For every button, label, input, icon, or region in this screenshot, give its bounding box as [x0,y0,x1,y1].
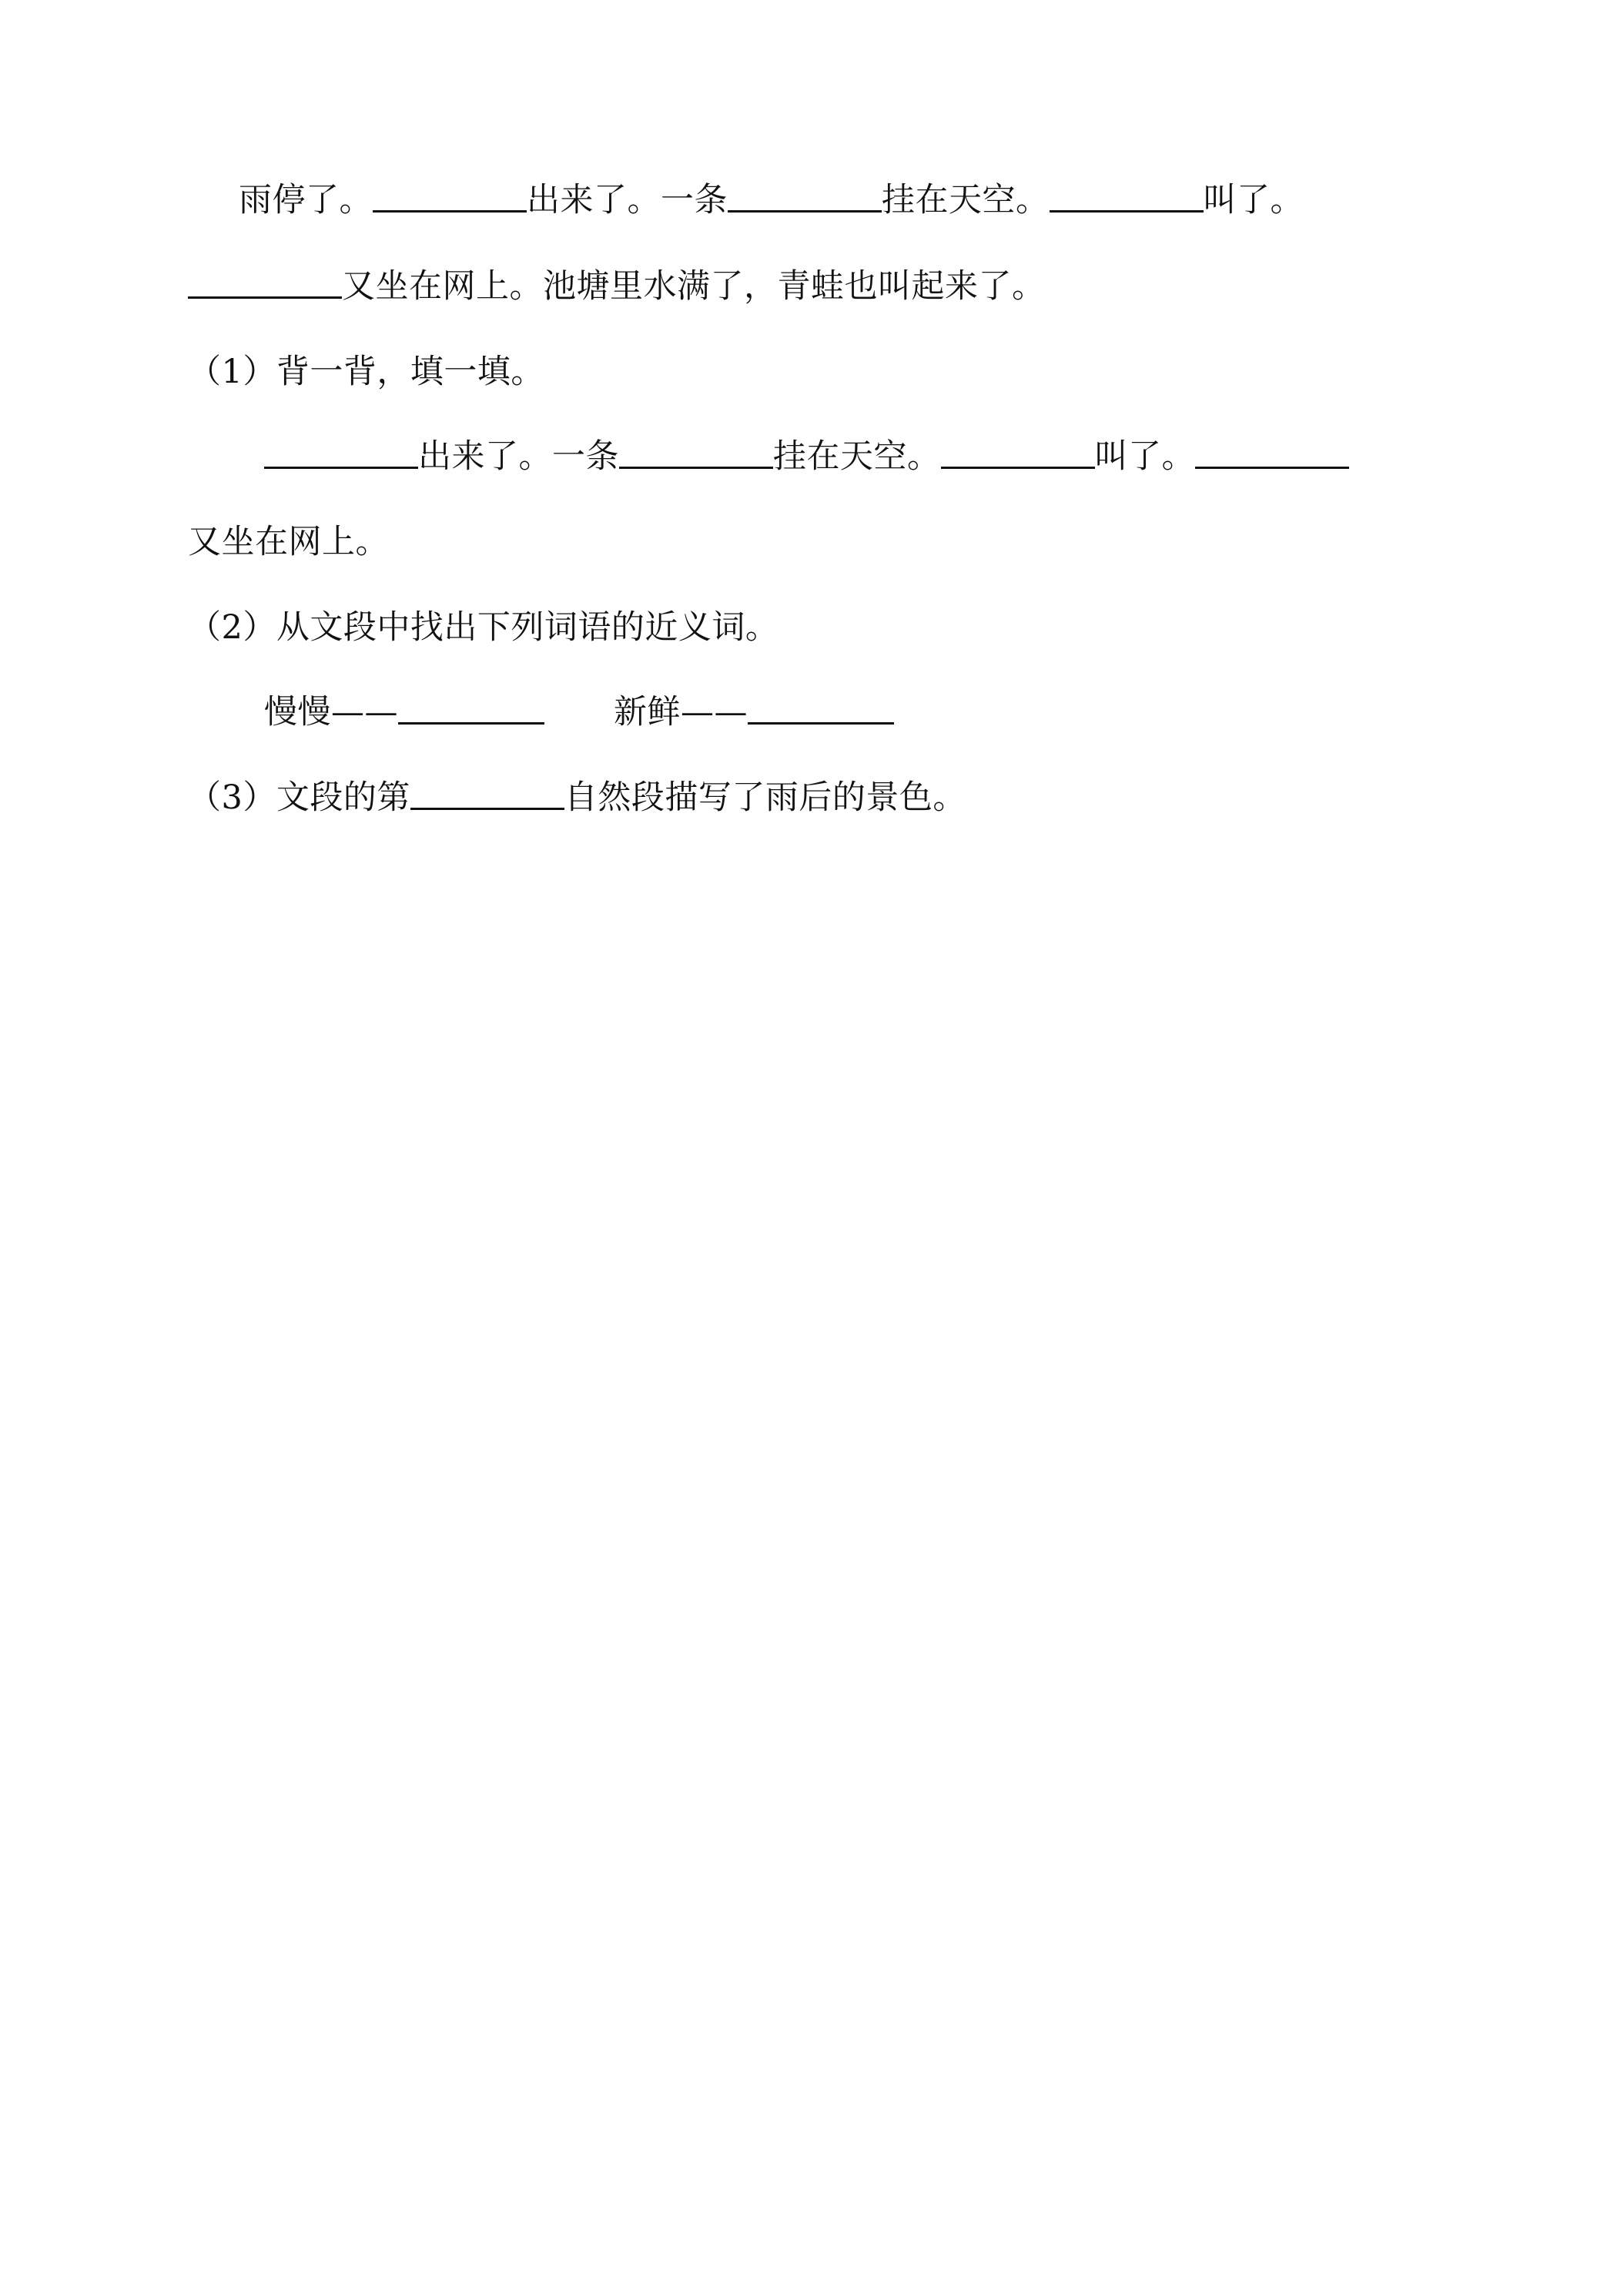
question-1-line-2 [188,520,389,564]
answer-blank[interactable] [1050,179,1204,213]
answer-blank[interactable] [941,436,1095,469]
answer-blank[interactable] [410,777,564,810]
question-text: （3）文段的第 [188,778,410,817]
answer-blank[interactable] [748,691,894,725]
question-text: 自然段描写了雨后的景色。 [564,778,966,817]
question-2-label [188,606,779,649]
question-1-label [188,350,544,393]
passage-text: 出来了。一条 [527,181,728,219]
question-text: 又坐在网上。 [188,523,389,561]
answer-blank[interactable] [1195,436,1349,469]
question-text: 挂在天空。 [773,437,941,476]
answer-blank[interactable] [398,691,544,725]
word-prompt: 新鲜—— [614,693,748,731]
question-text: 出来了。一条 [418,437,619,476]
question-label: （2）从文段中找出下列词语的近义词。 [188,608,779,647]
answer-blank[interactable] [264,436,418,469]
answer-blank[interactable] [619,436,773,469]
question-text: 叫了。 [1094,437,1195,476]
question-1-line-1 [264,435,1349,478]
passage-line-2 [188,265,1046,308]
passage-text: 挂在天空。 [882,181,1050,219]
passage-text: 又坐在网上。池塘里水满了，青蛙也叫起来了。 [342,267,1046,306]
passage-line-1 [239,179,1304,222]
answer-blank[interactable] [188,266,342,299]
question-label: （1）背一背，填一填。 [188,353,544,391]
question-3 [188,776,966,819]
answer-blank[interactable] [373,179,527,213]
word-prompt: 慢慢—— [264,693,398,731]
question-2-words [264,691,894,734]
passage-text: 雨停了。 [239,181,373,219]
passage-text: 叫了。 [1203,181,1304,219]
answer-blank[interactable] [728,179,882,213]
